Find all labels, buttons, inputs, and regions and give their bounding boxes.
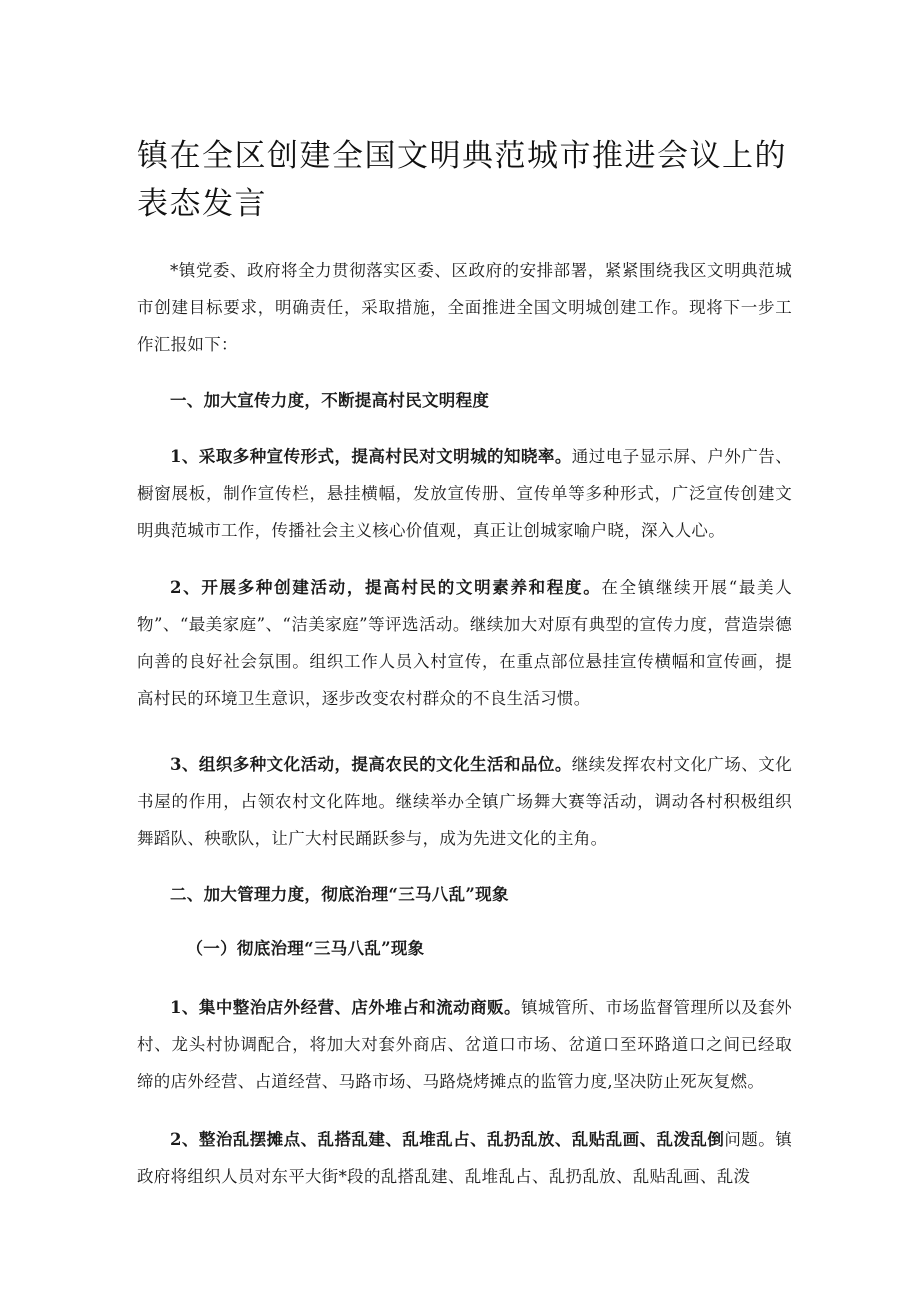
item-1-3-lead: 3、组织多种文化活动，提高农民的文化生活和品位。 — [170, 755, 572, 774]
item-1-2-paragraph — [137, 569, 792, 717]
intro-paragraph: *镇党委、政府将全力贯彻落实区委、区政府的安排部署，紧紧围绕我区文明典范城市创建目标要求，明确责任，采取措施，全面推进全国文明城创建工作。现将下一步工作汇报如下： — [137, 261, 792, 354]
item-2-2-lead: 2、整治乱摆摊点、乱搭乱建、乱堆乱占、乱扔乱放、乱贴乱画、乱泼乱倒 — [170, 1130, 725, 1149]
item-1-1-body: 通过电子显示屏、户外广告、橱窗展板，制作宣传栏，悬挂横幅，发放宣传册、宣传单等多种形式，广泛宣传创建文明典范城市工作，传播社会主义核心价值观，真正让创城家喻户晓，深入人心。 — [137, 447, 792, 540]
item-2-1-paragraph — [137, 989, 792, 1100]
section-2-heading: 二、加大管理力度，彻底治理“三马八乱”现象 — [170, 885, 509, 904]
item-2-1-lead: 1、集中整治店外经营、店外堆占和流动商贩。 — [170, 998, 521, 1017]
item-1-1-lead: 1、采取多种宣传形式，提高村民对文明城的知晓率。 — [170, 447, 572, 466]
item-1-2-body: 在全镇继续开展“最美人物”、“最美家庭”、“洁美家庭”等评选活动。继续加大对原有典型的宣传力度，营造崇德向善的良好社会氛围。组织工作人员入村宣传，在重点部位悬挂宣传横幅和宣传画，提高村民的环境卫生意识，逐步改变农村群众的不良生活习惯。 — [137, 578, 792, 708]
section-1-heading: 一、加大宣传力度，不断提高村民文明程度 — [170, 391, 490, 410]
item-1-1-paragraph — [137, 438, 792, 549]
section-2-sub-heading: （一）彻底治理“三马八乱”现象 — [186, 939, 425, 958]
item-2-1-body: 镇城管所、市场监督管理所以及套外村、龙头村协调配合，将加大对套外商店、岔道口市场、岔道口至环路道口之间已经取缔的店外经营、占道经营、马路市场、马路烧烤摊点的监管力度,坚决防止死灰复燃。 — [137, 998, 792, 1091]
item-1-3-body: 继续发挥农村文化广场、文化书屋的作用，占领农村文化阵地。继续举办全镇广场舞大赛等活动，调动各村积极组织舞蹈队、秧歌队，让广大村民踊跃参与，成为先进文化的主角。 — [137, 755, 792, 848]
item-1-2-lead: 2、开展多种创建活动，提高村民的文明素养和程度。 — [170, 578, 602, 597]
document-title: 镇在全区创建全国文明典范城市推进会议上的表态发言 — [137, 138, 787, 222]
item-2-2-body: 问题。镇政府将组织人员对东平大街*段的乱搭乱建、乱堆乱占、乱扔乱放、乱贴乱画、乱泼 — [137, 1130, 792, 1186]
item-1-3-paragraph — [137, 746, 792, 857]
item-2-2-paragraph — [137, 1121, 792, 1195]
